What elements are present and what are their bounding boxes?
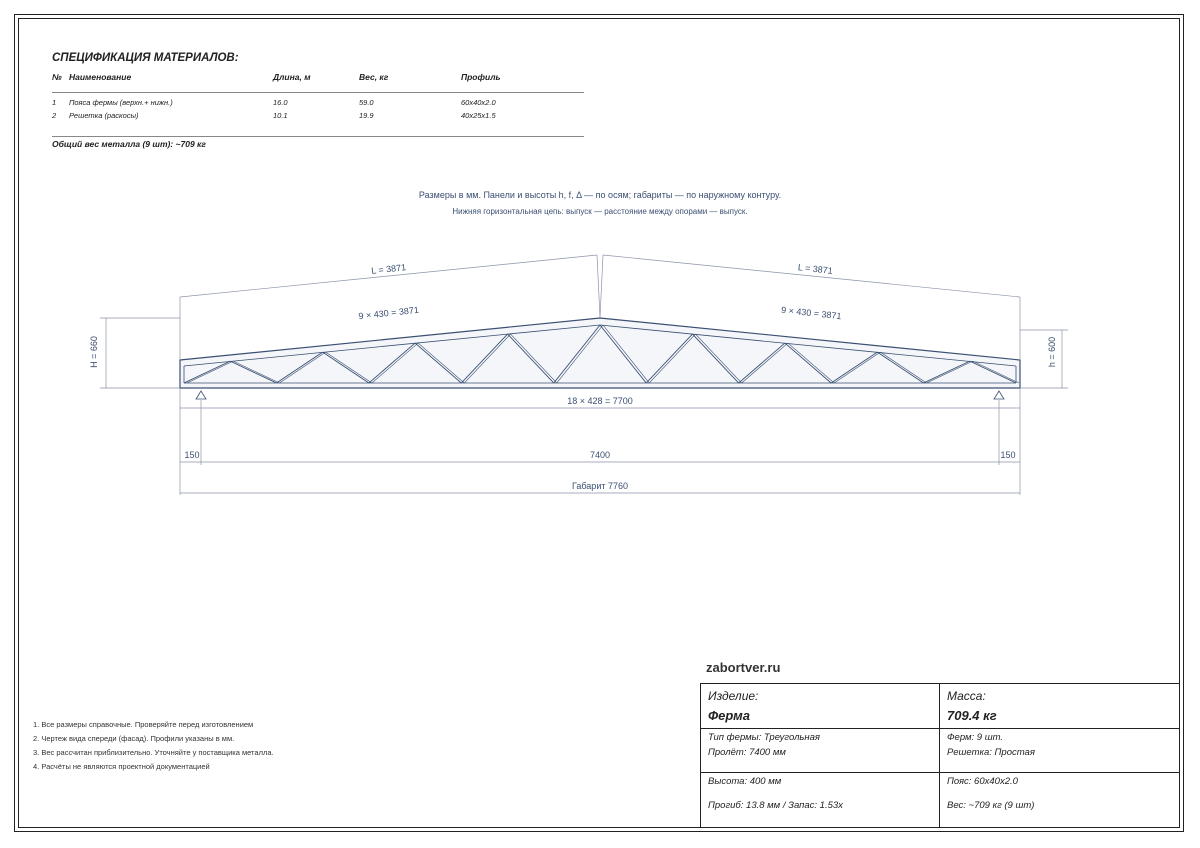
- product-value: Ферма: [708, 708, 750, 723]
- truss-height: Высота: 400 мм: [708, 776, 782, 787]
- spec-row2-weight: 19.9: [359, 111, 374, 120]
- dim-height-right: h = 600: [1047, 336, 1057, 368]
- spec-header-num: №: [52, 72, 62, 82]
- dim-bottom-panels: 18 × 428 = 7700: [567, 396, 633, 406]
- dim-span: 7400: [589, 450, 611, 460]
- dim-height-left: H = 660: [89, 336, 99, 368]
- title-block-divider-v: [939, 684, 940, 827]
- spec-row1-weight: 59.0: [359, 98, 374, 107]
- dim-right-panels: 9 × 430 = 3871: [780, 304, 842, 322]
- spec-row2-length: 10.1: [273, 111, 288, 120]
- truss-type: Тип фермы: Треугольная: [708, 732, 821, 743]
- support-left-icon: [196, 391, 206, 399]
- spec-header-length: Длина, м: [273, 72, 311, 82]
- support-right-icon: [994, 391, 1004, 399]
- dim-apex-ext-left: [597, 255, 600, 318]
- dim-right-chord-length: L = 3871: [797, 262, 834, 276]
- general-notes: [33, 720, 274, 776]
- spec-header-weight: Вес, кг: [359, 72, 389, 82]
- spec-row2-num: 2: [52, 111, 57, 120]
- site-name: zabortver.ru: [706, 660, 781, 675]
- lattice-type: Решетка: Простая: [947, 747, 1035, 758]
- deflection: Прогиб: 13.8 мм / Запас: 1.53x: [708, 800, 843, 811]
- dim-left-panels: 9 × 430 = 3871: [358, 304, 420, 322]
- dim-overall: Габарит 7760: [571, 481, 629, 491]
- spec-row2-profile: 40x25x1.5: [461, 111, 496, 120]
- drawing-note-2: Нижняя горизонтальная цепь: выпуск — расстояние между опорами — выпуск.: [452, 207, 748, 216]
- note-4: 4. Расчёты не являются проектной документацией: [33, 762, 210, 771]
- note-2: 2. Чертеж вида спереди (фасад). Профили указаны в мм.: [33, 734, 235, 743]
- note-3: 3. Вес рассчитан приблизительно. Уточняйте у поставщика металла.: [33, 748, 274, 757]
- spec-row1-num: 1: [52, 98, 57, 107]
- dim-overhang-right: 150: [1000, 450, 1016, 460]
- title-block-divider-2: [701, 772, 1179, 773]
- dim-apex-ext-right: [600, 255, 603, 318]
- spec-header-name: Наименование: [69, 72, 132, 82]
- total-weight: Вес: ~709 кг (9 шт): [947, 800, 1035, 811]
- truss-count: Ферм: 9 шт.: [947, 732, 1004, 743]
- spec-row1-length: 16.0: [273, 98, 288, 107]
- note-1: 1. Все размеры справочные. Проверяйте перед изготовлением: [33, 720, 254, 729]
- truss-span: Пролёт: 7400 мм: [708, 747, 786, 758]
- title-block: [700, 683, 1180, 828]
- title-block-divider-1: [701, 728, 1179, 729]
- dim-left-chord-line: [180, 255, 597, 297]
- chord-profile: Пояс: 60x40x2.0: [947, 776, 1018, 787]
- truss-elevation: [180, 318, 1020, 388]
- product-label: Изделие:: [708, 689, 759, 703]
- dim-right-chord-line: [603, 255, 1020, 297]
- spec-header-profile: Профиль: [461, 72, 501, 82]
- dim-overhang-left: 150: [184, 450, 200, 460]
- spec-total: Общий вес металла (9 шт): ~709 кг: [52, 139, 206, 149]
- spec-row1-name: Пояса фермы (верхн.+ нижн.): [69, 98, 173, 107]
- drawing-note-1: Размеры в мм. Панели и высоты h, f, Δ — по осям; габариты — по наружному контуру.: [418, 190, 782, 200]
- dim-left-chord-length: L = 3871: [370, 262, 407, 276]
- mass-label: Масса:: [947, 689, 986, 703]
- spec-title: СПЕЦИФИКАЦИЯ МАТЕРИАЛОВ:: [52, 52, 239, 64]
- spec-row2-name: Решетка (раскосы): [69, 111, 139, 120]
- mass-value: 709.4 кг: [947, 708, 997, 723]
- spec-row1-profile: 60x40x2.0: [461, 98, 496, 107]
